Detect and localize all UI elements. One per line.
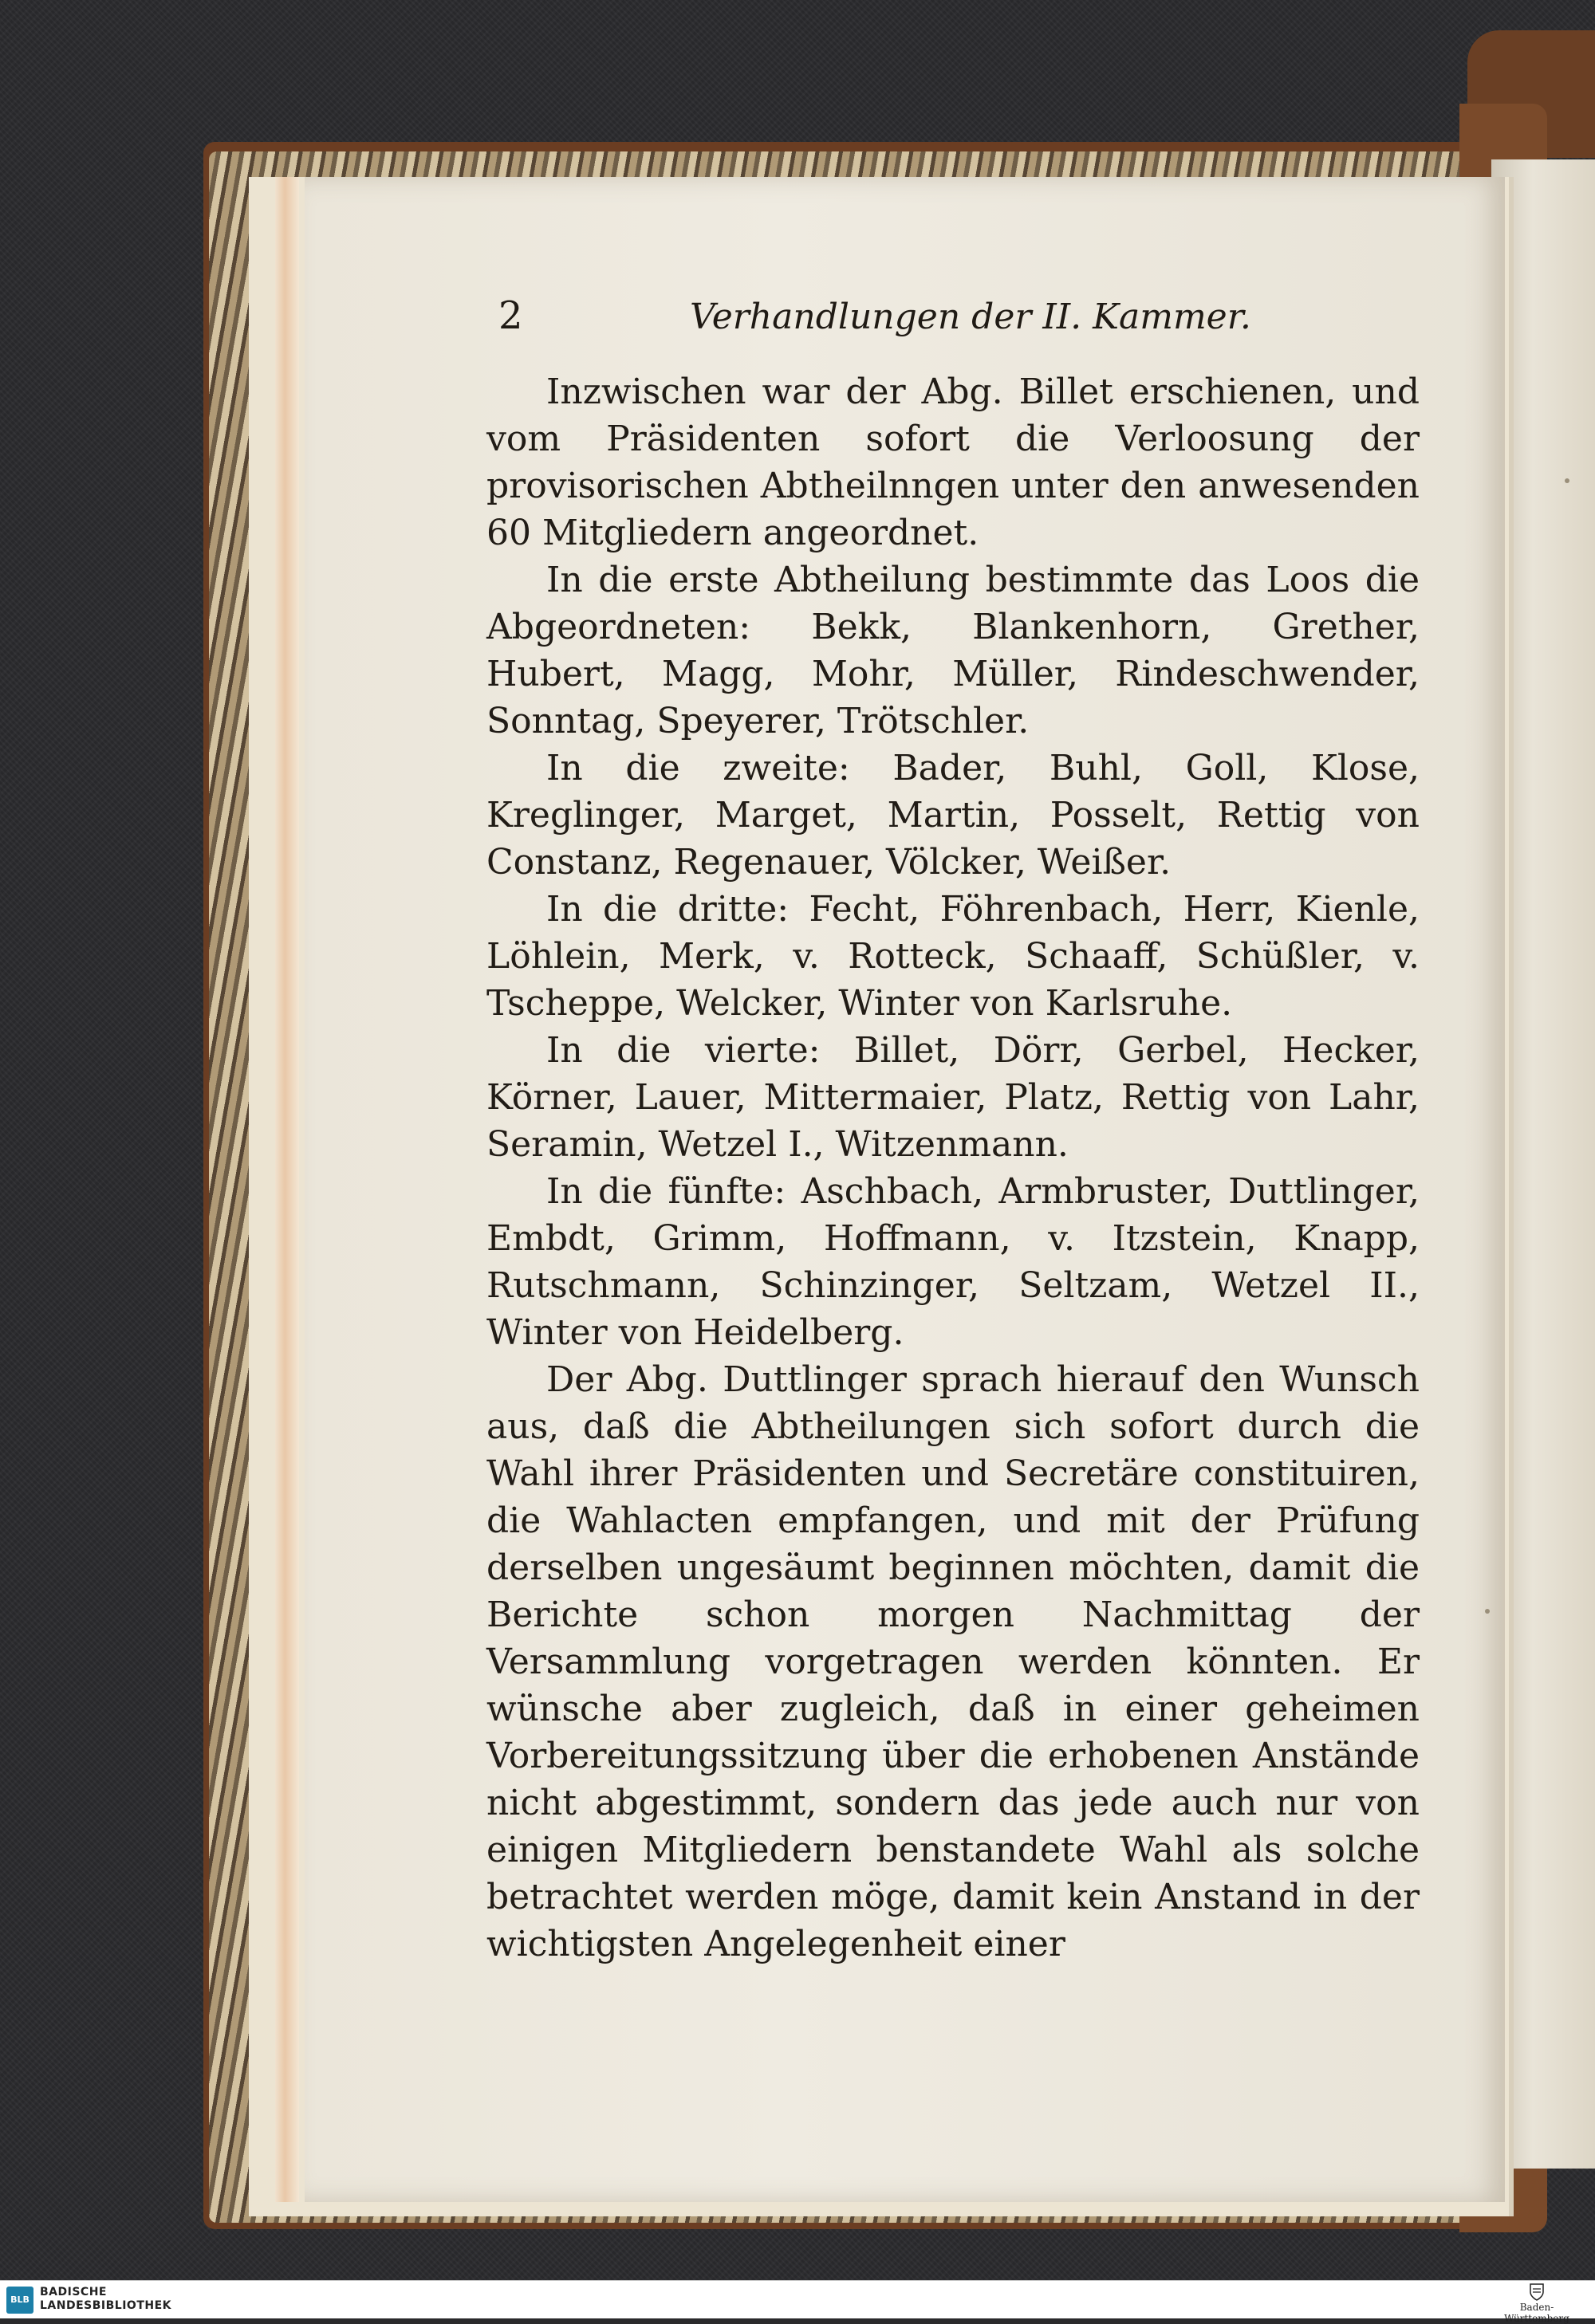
partner-mark[interactable] — [1493, 2283, 1581, 2324]
coat-of-arms-icon — [1528, 2283, 1546, 2302]
library-logo-icon[interactable]: BLB — [6, 2287, 33, 2314]
library-name-line2: LANDESBIBLIOTHEK — [40, 2299, 172, 2312]
paragraph: In die vierte: Billet, Dörr, Gerbel, Hecker, Körner, Lauer, Mittermaier, Platz, Rettig von Lahr, Seramin, Wetzel I., Witzenmann. — [486, 1030, 1420, 1165]
paragraph: Inzwischen war der Abg. Billet erschienen, und vom Präsidenten sofort die Verloosung der provisorischen Abtheilnngen unter den anwesenden 60 Mitgliedern angeordnet. — [486, 372, 1420, 553]
partner-name: Baden-Württemberg — [1504, 2302, 1569, 2324]
paragraph: In die fünfte: Aschbach, Armbruster, Duttlinger, Embdt, Grimm, Hoffmann, v. Itzstein, Knapp, Rutschmann, Schinzinger, Seltzam, Wetzel II., Winter von Heidelberg. — [486, 1171, 1420, 1353]
footer-bar — [0, 2280, 1595, 2324]
page-gutter-edge — [275, 177, 299, 2202]
library-name — [40, 2286, 171, 2313]
page-text — [486, 368, 1420, 1968]
library-name-line1: BADISCHE — [40, 2286, 107, 2298]
paragraph: In die erste Abtheilung bestimmte das Loos die Abgeordneten: Bekk, Blankenhorn, Grether, Hubert, Magg, Mohr, Müller, Rindeschwender, Sonntag, Speyerer, Trötschler. — [486, 560, 1420, 741]
paragraph: In die dritte: Fecht, Föhrenbach, Herr, Kienle, Löhlein, Merk, v. Rotteck, Schaaff, Schüßler, v. Tscheppe, Welcker, Winter von Karlsruhe. — [486, 889, 1420, 1024]
specks — [1565, 478, 1569, 483]
paragraph: Der Abg. Duttlinger sprach hierauf den Wunsch aus, daß die Abtheilungen sich sofort durch die Wahl ihrer Präsidenten und Secretäre constituiren, die Wahlacten empfangen, und mit der Prüfung derselben ungesäumt beginnen möchten, damit die Berichte schon morgen Nachmittag der Versammlung vorgetragen werden könnten. Er wünsche aber zugleich, daß in einer geheimen Vorbereitungssitzung über die erhobenen Anstände nicht abgestimmt, sondern das jede auch nur von einigen Mitgliedern benstandete Wahl als solche betrachtet werden möge, damit kein Anstand in der wichtigsten Angelegenheit einer — [486, 1359, 1420, 1964]
running-head: Verhandlungen der II. Kammer. — [690, 297, 1251, 337]
specks — [1485, 1609, 1490, 1614]
page-number: 2 — [498, 293, 523, 338]
paragraph: In die zweite: Bader, Buhl, Goll, Klose, Kreglinger, Marget, Martin, Posselt, Rettig von Constanz, Regenauer, Völcker, Weißer. — [486, 748, 1420, 883]
